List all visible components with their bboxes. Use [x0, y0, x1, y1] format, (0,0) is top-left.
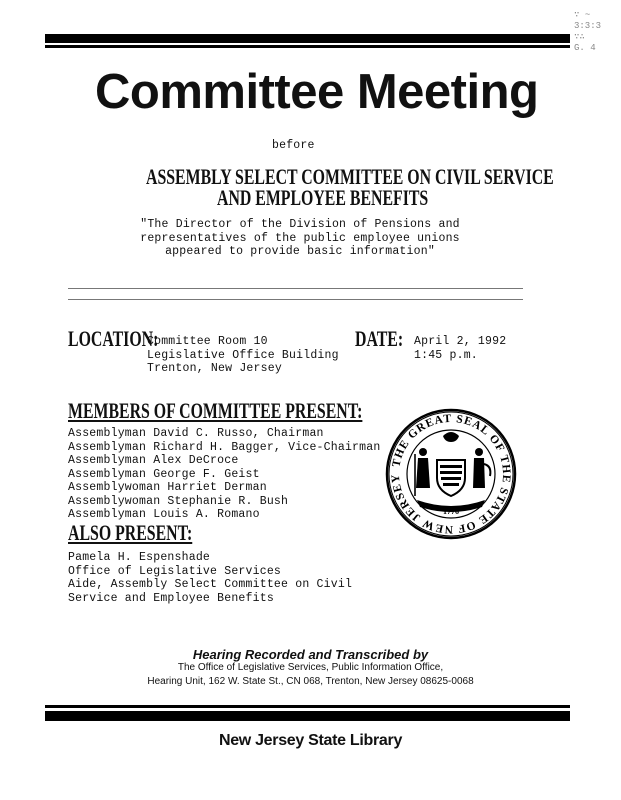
location-details: Committee Room 10 Legislative Office Building Trenton, New Jersey	[147, 335, 339, 375]
list-item: Assemblywoman Stephanie R. Bush	[68, 494, 289, 508]
list-item: Assemblyman Richard H. Bagger, Vice-Chairman	[68, 440, 381, 454]
bottom-rule-thin	[45, 705, 570, 708]
also-present-label: ALSO PRESENT:	[68, 520, 193, 545]
committee-name-line2: AND EMPLOYEE BENEFITS	[217, 185, 429, 210]
corner-marks: ∵ ~ 3:3:3 ∵∴ G. 4	[574, 10, 602, 53]
list-item: Assemblyman David C. Russo, Chairman	[68, 427, 324, 440]
bottom-rule-thick	[45, 711, 570, 721]
members-label: MEMBERS OF COMMITTEE PRESENT:	[68, 398, 363, 423]
seal-year: 1776	[443, 507, 459, 516]
footer-line-1: The Office of Legislative Services, Public Information Office,	[177, 662, 444, 673]
state-seal-icon	[385, 408, 517, 540]
top-rule-thick	[45, 34, 570, 43]
committee-name-line1: ASSEMBLY SELECT COMMITTEE ON CIVIL SERVICE	[146, 164, 554, 189]
list-item: Assemblyman George F. Geist	[68, 467, 260, 481]
divider-line-1	[68, 288, 523, 289]
list-item: Aide, Assembly Select Committee on Civil	[68, 578, 353, 591]
library-stamp: New Jersey State Library	[218, 732, 403, 749]
top-rule-thin	[45, 45, 570, 48]
page-title: Committee Meeting	[95, 65, 539, 119]
date-details: April 2, 1992 1:45 p.m.	[414, 335, 507, 362]
members-list	[68, 427, 380, 522]
divider-line-2	[68, 299, 523, 300]
list-item: Service and Employee Benefits	[68, 591, 274, 605]
list-item: Assemblyman Alex DeCroce	[68, 454, 239, 467]
hearing-subject: "The Director of the Division of Pensions and representatives of the public employee unions appeared to provide basic information"	[140, 218, 460, 258]
before-label: before	[272, 139, 315, 152]
list-item: Pamela H. Espenshade	[68, 551, 211, 564]
seal-text: THE GREAT SEAL OF THE STATE OF NEW JERSEY	[389, 412, 513, 536]
list-item: Office of Legislative Services	[68, 564, 282, 578]
location-label: LOCATION:	[68, 326, 159, 351]
also-present-list	[68, 551, 352, 605]
footer-line-2: Hearing Unit, 162 W. State St., CN 068, Trenton, New Jersey 08625-0068	[147, 676, 474, 687]
footer-heading: Hearing Recorded and Transcribed by	[192, 647, 429, 662]
list-item: Assemblywoman Harriet Derman	[68, 481, 267, 494]
date-label: DATE:	[355, 326, 404, 351]
list-item: Assemblyman Louis A. Romano	[68, 508, 260, 521]
